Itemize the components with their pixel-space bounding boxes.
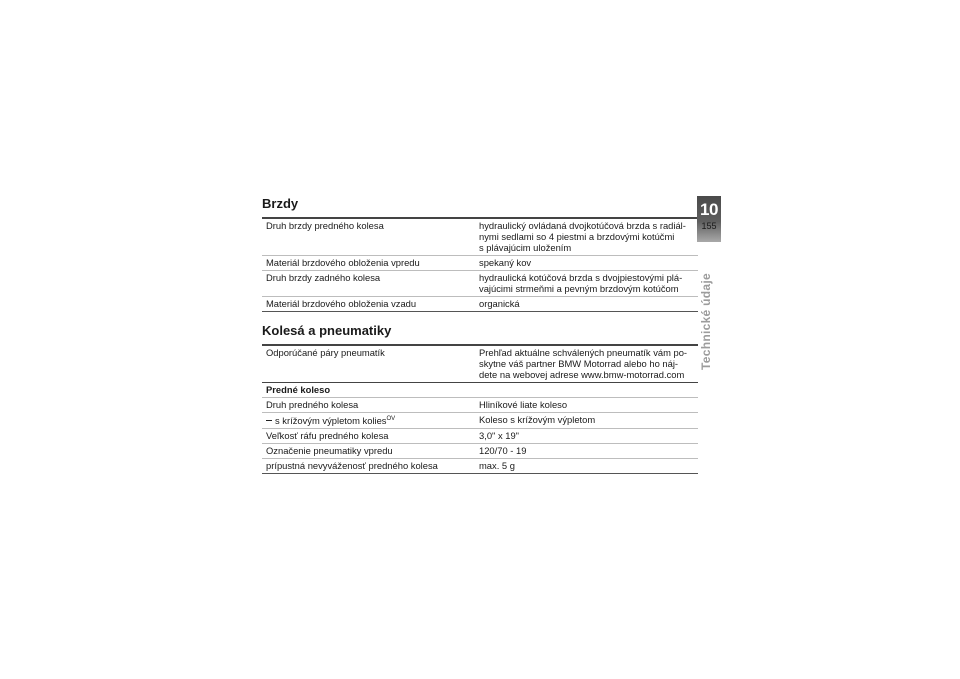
section-title-brakes: Brzdy <box>262 196 299 211</box>
table-row <box>262 297 698 312</box>
table-row <box>262 429 698 444</box>
row-value: Hliníkové liate koleso <box>475 398 698 413</box>
row-value: hydraulický ovládaná dvojkotúčová brzda s radiál- nymi sedlami so 4 piestmi a brzdovými kotúčmi s plávajúcim uložením <box>475 218 698 256</box>
chapter-number: 10 <box>700 200 718 219</box>
row-value: organická <box>475 297 698 312</box>
dash-icon <box>266 420 272 421</box>
row-value: Koleso s krížovým výpletom <box>475 413 698 429</box>
chapter-title: Technické údaje <box>699 273 713 370</box>
spec-content <box>262 196 690 474</box>
brakes-table <box>262 217 698 312</box>
row-key: Veľkosť ráfu predného kolesa <box>262 429 475 444</box>
table-row <box>262 256 698 271</box>
table-row <box>262 345 698 383</box>
row-key: Materiál brzdového obloženia vpredu <box>262 256 475 271</box>
row-value: hydraulická kotúčová brzda s dvojpiestovými plá- vajúcimi strmeňmi a pevným brzdovým kotúčom <box>475 271 698 297</box>
table-row <box>262 459 698 474</box>
option-code: OV <box>386 416 396 422</box>
table-row <box>262 218 698 256</box>
front-wheel-subtitle: Predné koleso <box>262 383 698 398</box>
row-key: Druh brzdy predného kolesa <box>262 218 475 256</box>
row-key: Materiál brzdového obloženia vzadu <box>262 297 475 312</box>
chapter-badge <box>697 196 721 242</box>
table-row <box>262 413 698 429</box>
row-value: max. 5 g <box>475 459 698 474</box>
section-title-wheels: Kolesá a pneumatiky <box>262 323 392 338</box>
row-key: Odporúčané páry pneumatík <box>262 345 475 383</box>
table-row <box>262 271 698 297</box>
row-key-option <box>262 413 475 429</box>
chapter-tab <box>697 196 721 242</box>
wheels-table <box>262 344 698 474</box>
row-value: spekaný kov <box>475 256 698 271</box>
row-value: 3,0" x 19" <box>475 429 698 444</box>
option-label: s krížovým výpletom kolies <box>275 415 387 426</box>
table-row <box>262 444 698 459</box>
row-key: Druh brzdy zadného kolesa <box>262 271 475 297</box>
row-value: Prehľad aktuálne schválených pneumatík vám po- skytne váš partner BMW Motorrad alebo ho náj- dete na webovej adrese www.bmw-motorrad.com <box>475 345 698 383</box>
row-key: Označenie pneumatiky vpredu <box>262 444 475 459</box>
row-key: prípustná nevyváženosť predného kolesa <box>262 459 475 474</box>
table-row <box>262 398 698 413</box>
page-number: 155 <box>701 221 717 231</box>
table-subheader-row <box>262 383 698 398</box>
row-key: Druh predného kolesa <box>262 398 475 413</box>
row-value: 120/70 - 19 <box>475 444 698 459</box>
